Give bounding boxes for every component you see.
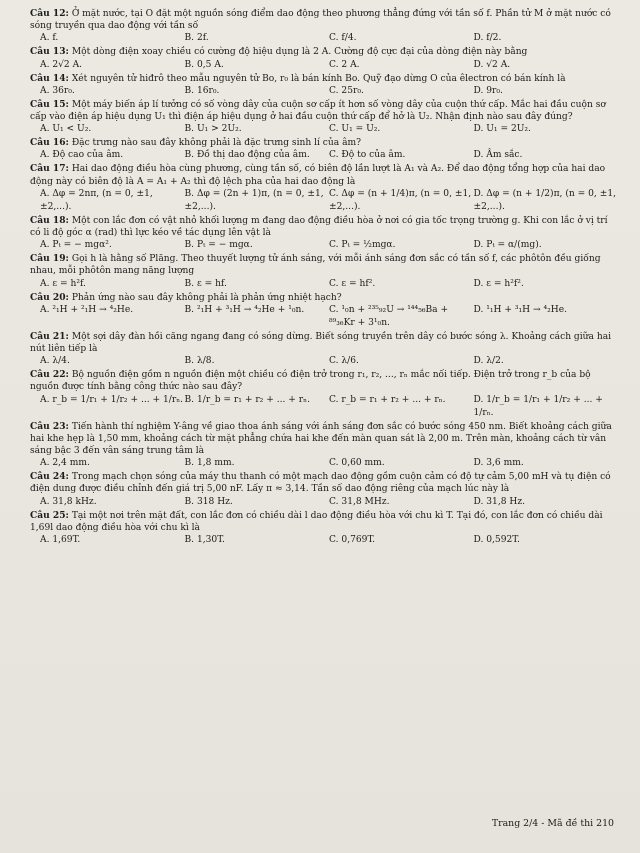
question-19-options <box>40 278 618 291</box>
question-17-stem: Câu 17: Hai dao động điều hòa cùng phương, cùng tần số, có biên độ lần lượt là A₁ và A₂. Để dao động tổng hợp của hai dao động này có biên độ là A = A₁ + A₂ thì độ lệch pha của hai dao động là <box>30 163 606 187</box>
option-a: A. Δφ = 2nπ, (n = 0, ±1, ±2,...). <box>40 188 153 212</box>
question-number: Câu 15: <box>30 98 69 110</box>
option-d: D. ε = h²f². <box>473 278 524 289</box>
option-a: A. 2,4 mm. <box>40 458 90 469</box>
question-number: Câu 17: <box>30 163 69 175</box>
option-b: B. 2f. <box>184 33 209 44</box>
question-number: Câu 12: <box>30 8 69 19</box>
option-d: D. ¹₁H + ³₁H → ⁴₂He. <box>473 304 567 315</box>
question-16-stem: Câu 16: Đặc trưng nào sau đây không phải là đặc trưng sinh lí của âm? <box>30 137 361 149</box>
option-a: A. Độ cao của âm. <box>40 150 124 161</box>
question-22-options <box>40 394 618 420</box>
option-a: A. ε = h²f. <box>40 278 86 289</box>
option-d: D. 3,6 mm. <box>473 458 524 469</box>
option-c: C. 31,8 MHz. <box>329 496 390 507</box>
option-c: C. ε = hf². <box>329 278 376 289</box>
question-number: Câu 21: <box>30 330 69 342</box>
question-number: Câu 13: <box>30 46 69 58</box>
option-b: B. 16r₀. <box>184 85 220 96</box>
question-18-options <box>40 239 618 252</box>
question-20-stem: Câu 20: Phản ứng nào sau đây không phải là phản ứng nhiệt hạch? <box>30 291 342 303</box>
question-number: Câu 25: <box>30 509 69 521</box>
question-number: Câu 16: <box>30 137 69 149</box>
option-b: B. Đồ thị dao động của âm. <box>184 150 310 161</box>
option-c: C. f/4. <box>329 33 357 44</box>
option-a: A. 31,8 kHz. <box>40 496 97 507</box>
option-b: B. 318 Hz. <box>184 496 233 507</box>
option-b: B. 1,8 mm. <box>184 458 235 469</box>
question-12-stem: Câu 12: Ở mặt nước, tại O đặt một nguồn sóng điểm dao động theo phương thẳng đứng với tần số f. Phần tử M ở mặt nước có sóng truyền qua dao động với tần số <box>30 8 611 32</box>
option-c: C. 2 A. <box>329 59 360 70</box>
option-c: C. Δφ = (n + 1/4)π, (n = 0, ±1, ±2,...). <box>329 188 472 212</box>
option-a: A. U₁ < U₂. <box>40 124 92 135</box>
option-c: C. U₁ = U₂. <box>329 124 381 135</box>
option-d: D. 1/r_b = 1/r₁ + 1/r₂ + ... + 1/rₙ. <box>473 394 603 418</box>
question-number: Câu 24: <box>30 471 69 483</box>
question-number: Câu 19: <box>30 253 69 265</box>
question-number: Câu 22: <box>30 369 69 381</box>
option-c: C. Pₜ = ½mgα. <box>329 240 396 251</box>
option-c: C. ¹₀n + ²³⁵₉₂U → ¹⁴⁴₅₆Ba + ⁸⁹₃₆Kr + 3¹₀n. <box>329 304 449 328</box>
option-c: C. 0,60 mm. <box>329 458 385 469</box>
question-22-stem: Câu 22: Bộ nguồn điện gồm n nguồn điện một chiều có điện trở trong r₁, r₂, ..., rₙ mắc nối tiếp. Điện trở trong r_b của bộ nguồn được tính bằng công thức nào sau đây? <box>30 369 591 393</box>
option-d: D. Δφ = (n + 1/2)π, (n = 0, ±1, ±2,...). <box>473 188 616 212</box>
question-14-stem: Câu 14: Xét nguyên tử hiđrô theo mẫu nguyên tử Bo, r₀ là bán kính Bo. Quỹ đạo dừng O của êlectron có bán kính là <box>30 72 566 84</box>
option-a: A. λ/4. <box>40 356 70 367</box>
question-24-stem: Câu 24: Trong mạch chọn sóng của máy thu thanh có một mạch dao động gồm cuộn cảm có độ tự cảm 5,00 mH và tụ điện có điện dung được điều chỉnh đến giá trị 5,00 nF. Lấy π ≈ 3,14. Tần số dao động riêng của mạch lúc này là <box>30 471 611 495</box>
option-d: D. f/2. <box>473 33 502 44</box>
question-17-options <box>40 188 618 214</box>
option-a: A. ²₁H + ²₁H → ⁴₂He. <box>40 304 134 315</box>
question-number: Câu 18: <box>30 214 69 226</box>
question-14-options <box>40 85 618 98</box>
option-d: D. U₁ = 2U₂. <box>473 124 531 135</box>
option-c: C. 25r₀. <box>329 85 364 96</box>
question-13-options <box>40 59 618 72</box>
question-25-stem: Câu 25: Tại một nơi trên mặt đất, con lắc đơn có chiều dài l dao động điều hòa với chu kì T. Tại đó, con lắc đơn có chiều dài 1,69l dao động điều hòa với chu kì là <box>30 509 603 533</box>
question-12-options <box>40 32 618 45</box>
option-b: B. Δφ = (2n + 1)π, (n = 0, ±1, ±2,...). <box>184 188 324 212</box>
option-d: D. λ/2. <box>473 356 504 367</box>
option-d: D. Âm sắc. <box>473 150 523 161</box>
option-a: A. Pₜ = − mgα². <box>40 240 112 251</box>
option-c: C. λ/6. <box>329 356 359 367</box>
question-number: Câu 23: <box>30 420 69 432</box>
page-footer: Trang 2/4 - Mã đề thi 210 <box>491 818 614 829</box>
option-a: A. f. <box>40 33 59 44</box>
option-c: C. r_b = r₁ + r₂ + ... + rₙ. <box>329 394 446 405</box>
option-d: D. 31,8 Hz. <box>473 496 525 507</box>
question-16-options <box>40 149 618 162</box>
question-number: Câu 20: <box>30 291 69 303</box>
question-list <box>30 8 618 547</box>
question-20-options <box>40 304 618 330</box>
option-d: D. 0,592T. <box>473 535 520 546</box>
question-25-options <box>40 534 618 547</box>
question-18-stem: Câu 18: Một con lắc đơn có vật nhỏ khối lượng m đang dao động điều hòa ở nơi có gia tốc trọng trường g. Khi con lắc ở vị trí có li độ góc α (rad) thì lực kéo về tác dụng lên vật là <box>30 214 608 239</box>
question-15-options <box>40 123 618 136</box>
question-21-options <box>40 355 618 368</box>
option-b: B. 1,30T. <box>184 535 225 546</box>
option-d: D. √2 A. <box>473 59 511 70</box>
option-b: B. 1/r_b = r₁ + r₂ + ... + rₙ. <box>184 394 310 405</box>
option-b: B. U₁ > 2U₂. <box>184 124 242 135</box>
option-c: C. Độ to của âm. <box>329 150 406 161</box>
question-13-stem: Câu 13: Một dòng điện xoay chiều có cường độ hiệu dụng là 2 A. Cường độ cực đại của dòng điện này bằng <box>30 46 528 58</box>
option-a: A. 1,69T. <box>40 535 81 546</box>
option-b: B. ε = hf. <box>184 278 227 289</box>
question-21-stem: Câu 21: Một sợi dây đàn hồi căng ngang đang có sóng dừng. Biết sóng truyền trên dây có bước sóng λ. Khoảng cách giữa hai nút liên tiếp là <box>30 330 612 355</box>
question-23-stem: Câu 23: Tiến hành thí nghiệm Y-âng về giao thoa ánh sáng với ánh sáng đơn sắc có bước sóng 450 nm. Biết khoảng cách giữa hai khe hẹp là 1,50 mm, khoảng cách từ mặt phẳng chứa hai khe đến màn quan sát là 2,00 m. Trên màn, khoảng cách từ vân sáng bậc 3 đến vân sáng trung tâm là <box>30 420 612 457</box>
option-c: C. 0,769T. <box>329 535 376 546</box>
option-b: B. 0,5 A. <box>184 59 224 70</box>
question-15-stem: Câu 15: Một máy biến áp lí tưởng có số vòng dây của cuộn sơ cấp ít hơn số vòng dây của cuộn thứ cấp. Mắc hai đầu cuộn sơ cấp vào điện áp hiệu dụng U₁ thì điện áp hiệu dụng ở hai đầu cuộn thứ cấp để hở là U₂. Nhận định nào sau đây đúng? <box>30 98 606 123</box>
option-a: A. 2√2 A. <box>40 59 83 70</box>
option-d: D. Pₜ = α/(mg). <box>473 240 542 251</box>
option-b: B. Pₜ = − mgα. <box>184 240 253 251</box>
question-24-options <box>40 496 618 509</box>
option-a: A. 36r₀. <box>40 85 75 96</box>
option-b: B. λ/8. <box>184 356 215 367</box>
option-d: D. 9r₀. <box>473 85 503 96</box>
option-b: B. ²₁H + ³₁H → ⁴₂He + ¹₀n. <box>184 304 305 315</box>
question-number: Câu 14: <box>30 72 69 84</box>
question-23-options <box>40 457 618 470</box>
question-19-stem: Câu 19: Gọi h là hằng số Plăng. Theo thuyết lượng tử ánh sáng, với mỗi ánh sáng đơn sắc có tần số f, các phôtôn đều giống nhau, mỗi phôtôn mang năng lượng <box>30 253 601 277</box>
option-a: A. r_b = 1/r₁ + 1/r₂ + ... + 1/rₙ. <box>40 394 184 405</box>
